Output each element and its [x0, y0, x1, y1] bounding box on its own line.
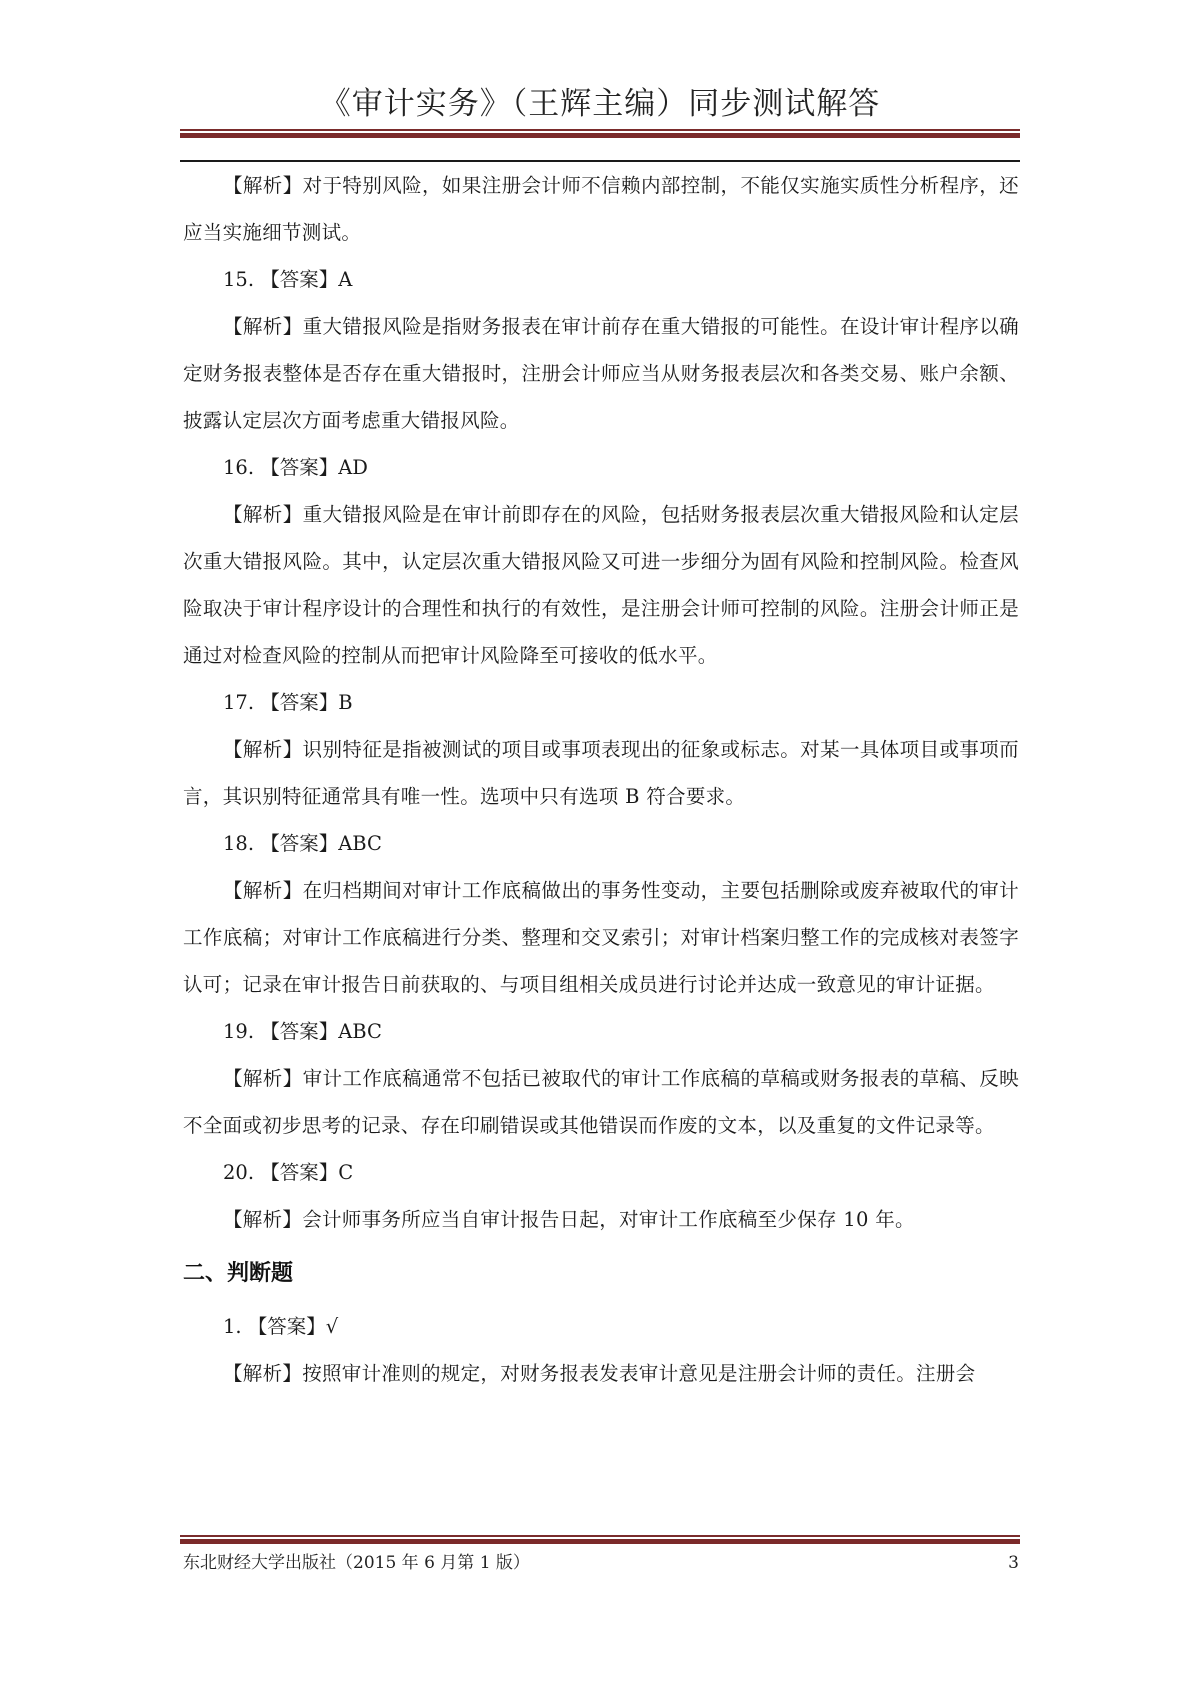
- explanation-paragraph: 【解析】在归档期间对审计工作底稿做出的事务性变动，主要包括删除或废弃被取代的审计工作底稿；对审计工作底稿进行分类、整理和交叉索引；对审计档案归整工作的完成核对表签字认可；记录在审计报告日前获取的、与项目组相关成员进行讨论并达成一致意见的审计证据。: [183, 879, 1019, 996]
- explanation-paragraph: 【解析】审计工作底稿通常不包括已被取代的审计工作底稿的草稿或财务报表的草稿、反映不全面或初步思考的记录、存在印刷错误或其他错误而作废的文本，以及重复的文件记录等。: [183, 1067, 1019, 1137]
- answer-line: 17. 【答案】B: [223, 691, 353, 714]
- page-body: [183, 162, 1019, 1397]
- page-header-title: 《审计实务》（王辉主编）同步测试解答: [319, 86, 881, 122]
- explanation-paragraph: 【解析】重大错报风险是指财务报表在审计前存在重大错报的可能性。在设计审计程序以确定财务报表整体是否存在重大错报时，注册会计师应当从财务报表层次和各类交易、账户余额、披露认定层次方面考虑重大错报风险。: [183, 315, 1019, 432]
- footer-rule-thick: [180, 1539, 1020, 1544]
- page-number: 3: [1008, 1553, 1019, 1573]
- explanation-paragraph: 【解析】重大错报风险是在审计前即存在的风险，包括财务报表层次重大错报风险和认定层次重大错报风险。其中，认定层次重大错报风险又可进一步细分为固有风险和控制风险。检查风险取决于审计程序设计的合理性和执行的有效性，是注册会计师可控制的风险。注册会计师正是通过对检查风险的控制从而把审计风险降至可接收的低水平。: [183, 503, 1019, 667]
- answer-line: 16. 【答案】AD: [223, 456, 368, 479]
- answer-line: 15. 【答案】A: [223, 268, 353, 291]
- explanation-paragraph: 【解析】按照审计准则的规定，对财务报表发表审计意见是注册会计师的责任。注册会: [223, 1362, 976, 1385]
- explanation-paragraph: 【解析】识别特征是指被测试的项目或事项表现出的征象或标志。对某一具体项目或事项而言，其识别特征通常具有唯一性。选项中只有选项 B 符合要求。: [183, 738, 1019, 808]
- header-rule-thin: [180, 129, 1020, 131]
- explanation-paragraph: 【解析】会计师事务所应当自审计报告日起，对审计工作底稿至少保存 10 年。: [223, 1208, 915, 1231]
- answer-line: 20. 【答案】C: [223, 1161, 354, 1184]
- explanation-paragraph: 【解析】对于特别风险，如果注册会计师不信赖内部控制，不能仅实施实质性分析程序，还应当实施细节测试。: [183, 174, 1019, 244]
- footer-publisher: 东北财经大学出版社（2015 年 6 月第 1 版）: [183, 1553, 530, 1573]
- footer-rule-thin: [180, 1535, 1020, 1537]
- section-heading: 二、判断题: [183, 1261, 294, 1286]
- header-rule-thick: [180, 133, 1020, 138]
- answer-line: 1. 【答案】√: [223, 1315, 339, 1338]
- answer-line: 19. 【答案】ABC: [223, 1020, 382, 1043]
- answer-line: 18. 【答案】ABC: [223, 832, 382, 855]
